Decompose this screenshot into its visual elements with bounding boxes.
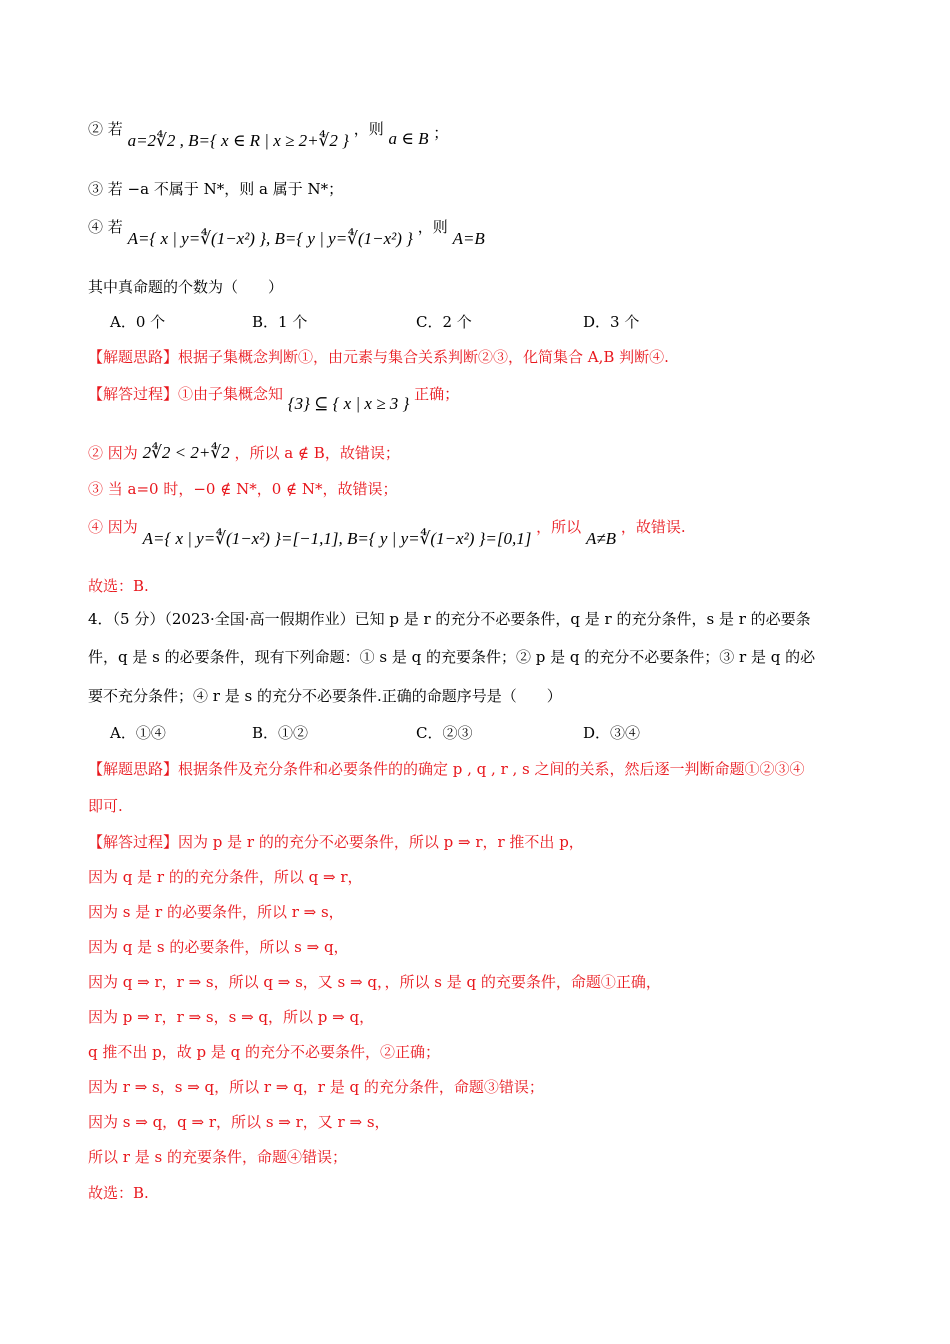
prev-option-c: C．2 个 <box>416 313 472 331</box>
q4-idea-line-1: 【解题思路】根据条件及充分条件和必要条件的的确定 p , q , r , s 之间的关系，然后逐一判断命题①②③④ <box>88 760 805 778</box>
q4-process-line: 因为 p ⇒ r，r ⇒ s，s ⇒ q，所以 p ⇒ q， <box>88 1008 375 1026</box>
q4-option-a: A．①④ <box>110 724 166 742</box>
prev-step-4 <box>88 516 890 548</box>
prev-option-d: D．3 个 <box>583 313 640 331</box>
q4-option-d: D．③④ <box>583 724 641 742</box>
prev-question-text: 其中真命题的个数为（ ） <box>88 278 284 296</box>
process-tail: 正确； <box>414 385 460 403</box>
q4-process-line: 所以 r 是 s 的充要条件，命题④错误； <box>88 1148 347 1166</box>
q4-process-line: 因为 q ⇒ r，r ⇒ s，所以 q ⇒ s，又 s ⇒ q，，所以 s 是 q 的充要条件，命题①正确， <box>88 973 661 991</box>
q4-process-line: 【解答过程】因为 p 是 r 的的充分不必要条件，所以 p ⇒ r，r 推不出 p， <box>88 833 584 851</box>
step4-end: ，故错误. <box>620 518 686 536</box>
prev-item-3: ③ 若 −a 不属于 N*，则 a 属于 N*； <box>88 180 344 198</box>
step4-tail-math: A≠B <box>585 529 617 548</box>
q4-line-2: 件，q 是 s 的必要条件，现有下列命题：① s 是 q 的充要条件；② p 是 q 的充分不必要条件；③ r 是 q 的必 <box>88 648 816 666</box>
step2-math: 2∜2 < 2+∜2 <box>142 443 230 462</box>
prev-option-a: A．0 个 <box>110 313 166 331</box>
q4-line-1: 4．（5 分）（2023·全国·高一假期作业）已知 p 是 r 的充分不必要条件，q 是 r 的充分条件，s 是 r 的必要条 <box>88 610 811 628</box>
q4-idea-line-2: 即可. <box>88 797 123 815</box>
q4-option-c: C．②③ <box>416 724 473 742</box>
item4-tail-math: A=B <box>452 229 485 248</box>
step4-lead: ④ 因为 <box>88 518 138 536</box>
item2-lead: ② 若 <box>88 120 123 138</box>
prev-process <box>88 383 890 413</box>
prev-item-4 <box>88 216 890 248</box>
step2-tail: ，所以 a ∉ B，故错误； <box>234 444 400 462</box>
item4-lead: ④ 若 <box>88 218 123 236</box>
prev-idea: 【解题思路】根据子集概念判断①，由元素与集合关系判断②③，化简集合 A,B 判断④. <box>88 348 669 366</box>
q4-process-line: 因为 s 是 r 的必要条件，所以 r ⇒ s， <box>88 903 344 921</box>
q4-process-line: 因为 q 是 r 的的充分条件，所以 q ⇒ r， <box>88 868 363 886</box>
prev-step-2 <box>88 442 890 464</box>
prev-step-3: ③ 当 a=0 时，−0 ∉ N*，0 ∉ N*，故错误； <box>88 480 398 498</box>
item2-tail-math: a ∈ B <box>388 129 429 148</box>
step2-lead: ② 因为 <box>88 444 138 462</box>
prev-item-2 <box>88 118 890 150</box>
item4-tail: ，则 <box>417 218 448 236</box>
prev-answer: 故选：B. <box>88 577 149 595</box>
prev-option-b: B．1 个 <box>252 313 308 331</box>
q4-answer: 故选：B. <box>88 1184 149 1202</box>
step4-tail: ，所以 <box>536 518 582 536</box>
q4-line-3: 要不充分条件；④ r 是 s 的充分不必要条件.正确的命题序号是（ ） <box>88 687 562 705</box>
item4-math: A={ x | y=∜(1−x²) }, B={ y | y=∜(1−x²) } <box>127 229 413 248</box>
item2-tail: ，则 <box>353 120 384 138</box>
item2-end: ； <box>433 124 449 142</box>
q4-process-line: q 推不出 p，故 p 是 q 的充分不必要条件，②正确； <box>88 1043 441 1061</box>
process-math: {3} ⊆ { x | x ≥ 3 } <box>287 394 410 413</box>
q4-process-line: 因为 s ⇒ q，q ⇒ r，所以 s ⇒ r，又 r ⇒ s， <box>88 1113 390 1131</box>
item2-math: a=2∜2 , B={ x ∈ R | x ≥ 2+∜2 } <box>127 131 349 150</box>
q4-option-b: B．①② <box>252 724 309 742</box>
q4-process-line: 因为 q 是 s 的必要条件，所以 s ⇒ q， <box>88 938 349 956</box>
q4-process-line: 因为 r ⇒ s，s ⇒ q，所以 r ⇒ q，r 是 q 的充分条件，命题③错误； <box>88 1078 544 1096</box>
process-lead: 【解答过程】①由子集概念知 <box>88 385 284 403</box>
step4-math: A={ x | y=∜(1−x²) }=[−1,1], B={ y | y=∜(1−x²) }=[0,1] <box>142 529 532 548</box>
